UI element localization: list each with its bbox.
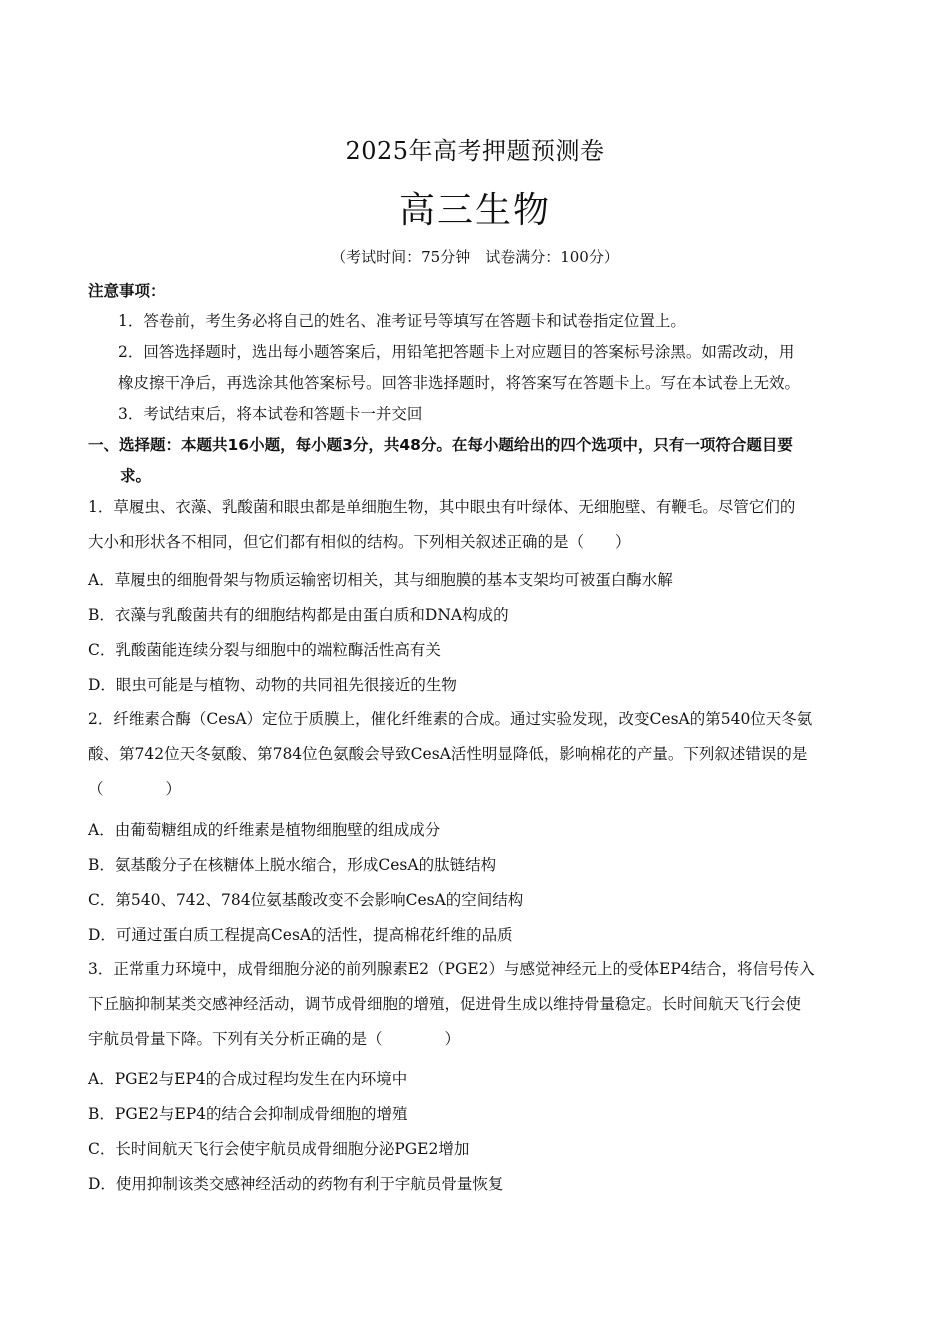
notice-item-3: 3．考试结束后，将本试卷和答题卡一并交回: [118, 405, 423, 423]
question-3-option-c: C．长时间航天飞行会使宇航员成骨细胞分泌PGE2增加: [88, 1140, 470, 1158]
question-1-option-d: D．眼虫可能是与植物、动物的共同祖先很接近的生物: [88, 676, 457, 694]
question-1-stem-line-1: 1．草履虫、衣藻、乳酸菌和眼虫都是单细胞生物，其中眼虫有叶绿体、无细胞壁、有鞭毛。尽管它们的: [88, 498, 796, 516]
question-1-option-a: A．草履虫的细胞骨架与物质运输密切相关，其与细胞膜的基本支架均可被蛋白酶水解: [88, 571, 673, 589]
notice-item-1: 1．答卷前，考生务必将自己的姓名、准考证号等填写在答题卡和试卷指定位置上。: [118, 312, 686, 330]
question-3-option-b: B．PGE2与EP4的结合会抑制成骨细胞的增殖: [88, 1105, 408, 1123]
notice-item-2-continued: 橡皮擦干净后，再选涂其他答案标号。回答非选择题时，将答案写在答题卡上。写在本试卷上无效。: [118, 374, 801, 392]
section-1-title: [88, 430, 878, 492]
question-3-stem-line-2: 下丘脑抑制某类交感神经活动，调节成骨细胞的增殖，促进骨生成以维持骨量稳定。长时间航天飞行会使: [88, 995, 802, 1013]
question-3-option-a: A．PGE2与EP4的合成过程均发生在内环境中: [88, 1070, 408, 1088]
section-1-title-line-1: 一、选择题：本题共16小题，每小题3分，共48分。在每小题给出的四个选项中，只有一项符合题目要: [88, 436, 793, 454]
notice-items: [88, 306, 868, 430]
question-1-option-b: B．衣藻与乳酸菌共有的细胞结构都是由蛋白质和DNA构成的: [88, 606, 509, 624]
question-2-stem-line-2: 酸、第742位天冬氨酸、第784位色氨酸会导致CesA活性明显降低，影响棉花的产量。下列叙述错误的是: [88, 745, 808, 763]
question-2-stem-line-1: 2．纤维素合酶（CesA）定位于质膜上，催化纤维素的合成。通过实验发现，改变CesA的第540位天冬氨: [88, 710, 813, 728]
question-3-stem-line-3: 宇航员骨量下降。下列有关分析正确的是（ ）: [88, 1030, 461, 1048]
question-1-stem: [88, 490, 878, 560]
question-3-stem-line-1: 3．正常重力环境中，成骨细胞分泌的前列腺素E2（PGE2）与感觉神经元上的受体EP4结合，将信号传入: [88, 960, 815, 978]
section-1-title-line-2: 求。: [120, 467, 152, 485]
exam-time-score-info: （考试时间：75分钟 试卷满分：100分）: [331, 248, 619, 266]
question-3-option-d: D．使用抑制该类交感神经活动的药物有利于宇航员骨量恢复: [88, 1175, 504, 1193]
question-2-option-d: D．可通过蛋白质工程提高CesA的活性，提高棉花纤维的品质: [88, 926, 513, 944]
question-3-stem: [88, 952, 878, 1057]
question-2-stem: [88, 702, 878, 807]
question-2-option-a: A．由葡萄糖组成的纤维素是植物细胞壁的组成成分: [88, 821, 441, 839]
question-2-option-b: B．氨基酸分子在核糖体上脱水缩合，形成CesA的肽链结构: [88, 856, 497, 874]
notice-item-2: 2．回答选择题时，选出每小题答案后，用铅笔把答题卡上对应题目的答案标号涂黑。如需改动，用: [118, 343, 795, 361]
notice-section: [88, 280, 868, 302]
notice-heading: 注意事项：: [88, 282, 166, 300]
exam-title: 2025年高考押题预测卷: [345, 137, 605, 165]
subject-title: 高三生物: [398, 190, 551, 231]
question-2-stem-line-3: （ ）: [88, 780, 182, 798]
question-1-stem-line-2: 大小和形状各不相同，但它们都有相似的结构。下列相关叙述正确的是（ ）: [88, 533, 631, 551]
question-2-option-c: C．第540、742、784位氨基酸改变不会影响CesA的空间结构: [88, 891, 524, 909]
question-1-option-c: C．乳酸菌能连续分裂与细胞中的端粒酶活性高有关: [88, 641, 441, 659]
